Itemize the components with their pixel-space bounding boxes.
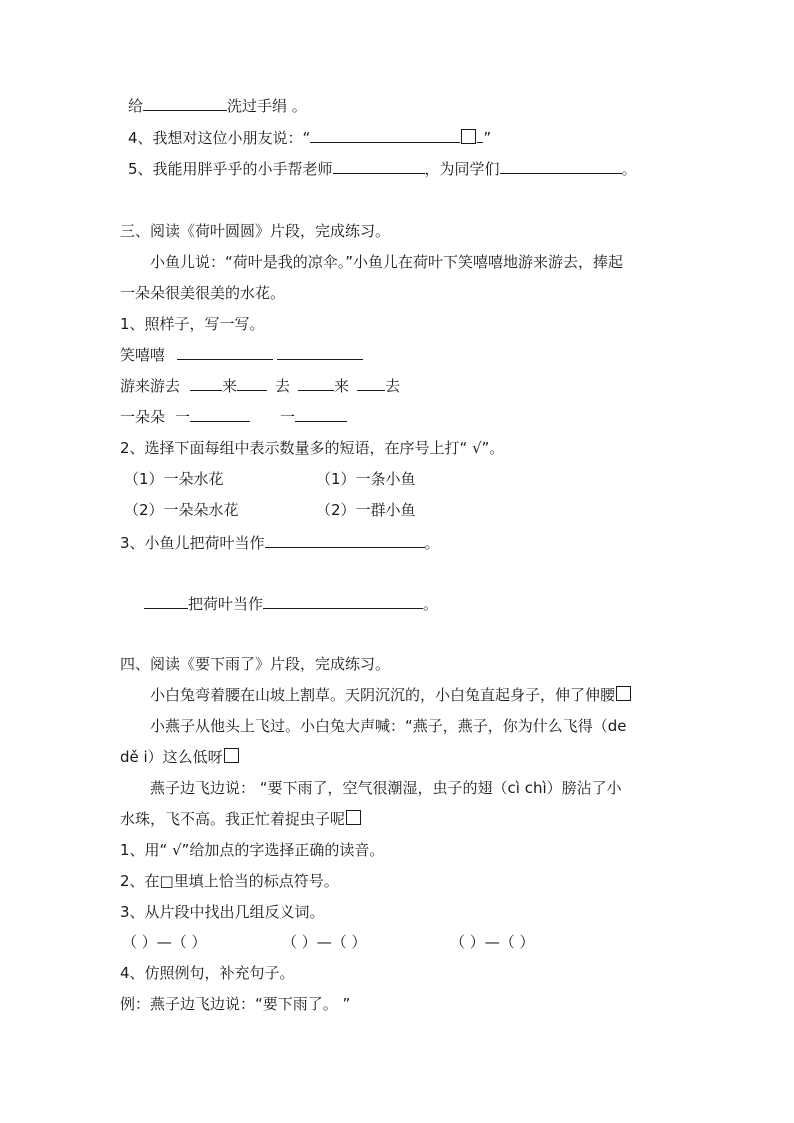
answer-blank-2[interactable] bbox=[500, 159, 622, 174]
pattern-row-1 bbox=[120, 345, 363, 365]
answer-blank[interactable] bbox=[190, 376, 222, 391]
line-text: 洗过手绢 。 bbox=[227, 97, 307, 115]
question-4-2: 2、在□里填上恰当的标点符号。 bbox=[120, 872, 339, 890]
fill-line-3 bbox=[128, 96, 307, 116]
pattern-row-3 bbox=[120, 407, 347, 427]
option-a2[interactable]: （2）一朵朵水花 bbox=[124, 501, 239, 519]
pattern-row-2 bbox=[120, 376, 400, 396]
answer-blank[interactable] bbox=[237, 376, 267, 391]
passage-4-line-2: 小燕子从他头上飞过。小白兔大声喊：“燕子，燕子，你为什么飞得（de bbox=[150, 717, 627, 735]
question-4-1: 1、用“ √”给加点的字选择正确的读音。 bbox=[120, 841, 385, 859]
example-word: 一朵朵 bbox=[120, 408, 166, 426]
word-part: 来 bbox=[222, 377, 238, 395]
antonym-pair-1[interactable]: （ ）—（ ） bbox=[122, 933, 207, 951]
period: 。 bbox=[423, 595, 439, 613]
passage-4-line-3 bbox=[120, 747, 240, 767]
answer-blank[interactable] bbox=[310, 128, 460, 143]
question-text: 3、小鱼儿把荷叶当作 bbox=[120, 534, 265, 552]
passage-3-line-2: 一朵朵很美很美的水花。 bbox=[120, 284, 286, 302]
question-text: 5、我能用胖乎乎的小手帮老师 bbox=[128, 160, 333, 178]
question-4-4: 4、仿照例句，补充句子。 bbox=[120, 964, 295, 982]
option-b1[interactable]: （1）一条小鱼 bbox=[316, 470, 416, 488]
answer-blank[interactable] bbox=[357, 376, 385, 391]
answer-blank[interactable] bbox=[265, 533, 425, 548]
answer-blank[interactable] bbox=[190, 407, 250, 422]
answer-blank[interactable] bbox=[263, 594, 423, 609]
example-sentence: 例：燕子边飞边说：“要下雨了。 ” bbox=[120, 995, 351, 1013]
passage-4-line-1 bbox=[150, 685, 632, 705]
question-4-3: 3、从片段中找出几组反义词。 bbox=[120, 903, 325, 921]
question-3-3-followup bbox=[144, 594, 438, 614]
line-text: 给 bbox=[128, 97, 144, 115]
passage-text: dě i）这么低呀 bbox=[120, 748, 223, 766]
word-part: 一 bbox=[280, 408, 296, 426]
punctuation-box[interactable] bbox=[616, 686, 631, 701]
passage-3-line-1: 小鱼儿说：“荷叶是我的凉伞。”小鱼儿在荷叶下笑嘻嘻地游来游去，捧起 bbox=[150, 253, 624, 271]
question-3-2: 2、选择下面每组中表示数量多的短语，在序号上打“ √”。 bbox=[120, 439, 505, 457]
antonym-pair-2[interactable]: （ ）—（ ） bbox=[282, 933, 367, 951]
question-text: 4、我想对这位小朋友说：“ bbox=[128, 129, 311, 147]
word-part: 去 bbox=[275, 377, 291, 395]
question-3-3 bbox=[120, 533, 440, 553]
punctuation-box[interactable] bbox=[461, 129, 476, 144]
period: 。 bbox=[424, 534, 440, 552]
option-b2[interactable]: （2）一群小鱼 bbox=[316, 501, 416, 519]
question-text: 把荷叶当作 bbox=[188, 595, 264, 613]
answer-blank[interactable] bbox=[298, 376, 334, 391]
punctuation-box[interactable] bbox=[224, 748, 239, 763]
question-3-1: 1、照样子，写一写。 bbox=[120, 315, 265, 333]
question-text: ，为同学们 bbox=[424, 160, 500, 178]
quote-close: ” bbox=[483, 129, 492, 147]
example-word: 游来游去 bbox=[120, 377, 181, 395]
section-3-title: 三、阅读《荷叶圆圆》片段，完成练习。 bbox=[120, 222, 391, 240]
blank-3[interactable] bbox=[143, 96, 227, 111]
answer-blank-1[interactable] bbox=[333, 159, 425, 174]
section-4-title: 四、阅读《要下雨了》片段，完成练习。 bbox=[120, 655, 391, 673]
period: 。 bbox=[621, 160, 637, 178]
question-2-5 bbox=[128, 159, 637, 179]
passage-text: 小白兔弯着腰在山坡上割草。天阴沉沉的，小白兔直起身子，伸了伸腰 bbox=[150, 686, 616, 704]
antonym-pair-3[interactable]: （ ）—（ ） bbox=[450, 933, 535, 951]
passage-4-line-4: 燕子边飞边说： “要下雨了，空气很潮湿，虫子的翅（cì chì）膀沾了小 bbox=[150, 779, 622, 797]
word-part: 一 bbox=[175, 408, 191, 426]
option-a1[interactable]: （1）一朵水花 bbox=[124, 470, 224, 488]
example-word: 笑嘻嘻 bbox=[120, 346, 166, 364]
question-2-4 bbox=[128, 128, 491, 148]
answer-blank[interactable] bbox=[295, 407, 347, 422]
passage-4-line-5 bbox=[120, 809, 362, 829]
word-part: 去 bbox=[385, 377, 401, 395]
punctuation-box[interactable] bbox=[346, 810, 361, 825]
answer-blank[interactable] bbox=[177, 345, 273, 360]
word-part: 来 bbox=[334, 377, 350, 395]
answer-blank[interactable] bbox=[277, 345, 363, 360]
answer-blank[interactable] bbox=[144, 594, 188, 609]
passage-text: 水珠，飞不高。我正忙着捉虫子呢 bbox=[120, 810, 346, 828]
